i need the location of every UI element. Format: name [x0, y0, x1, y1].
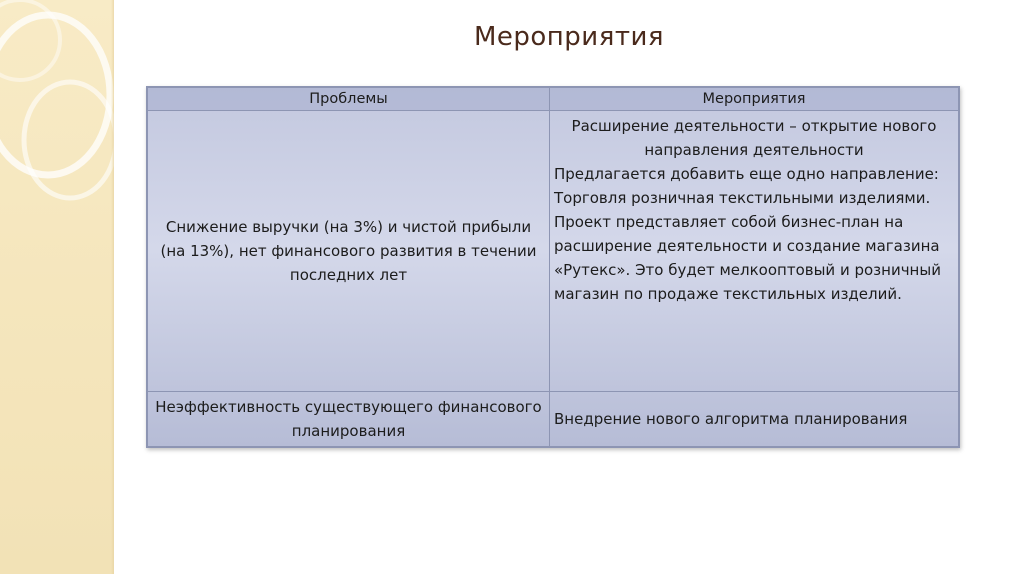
header-problems: Проблемы [148, 88, 550, 111]
decorative-rings-icon [0, 0, 114, 574]
measure-paragraph: Предлагается добавить еще одно направление: Торговля розничная текстильными изделиями. [554, 165, 939, 207]
problem-cell: Неэффективность существующего финансового планирования [148, 392, 550, 447]
problem-cell: Снижение выручки (на 3%) и чистой прибыли (на 13%), нет финансового развития в течении последних лет [148, 111, 550, 392]
table-row [148, 111, 959, 392]
header-measures: Мероприятия [550, 88, 959, 111]
decorative-side-band [0, 0, 114, 574]
table-row [148, 392, 959, 447]
measure-heading: Расширение деятельности – открытие нового направления деятельности [571, 117, 937, 159]
measures-table [146, 86, 960, 448]
measure-cell [550, 111, 959, 392]
table-header-row [148, 88, 959, 111]
measure-paragraph: Проект представляет собой бизнес-план на расширение деятельности и создание магазина «Рутекс». Это будет мелкооптовый и розничный магазин по продаже текстильных изделий. [554, 213, 941, 303]
measure-cell: Внедрение нового алгоритма планирования [550, 392, 959, 447]
measure-body [554, 162, 954, 314]
slide-title: Мероприятия [473, 22, 665, 52]
